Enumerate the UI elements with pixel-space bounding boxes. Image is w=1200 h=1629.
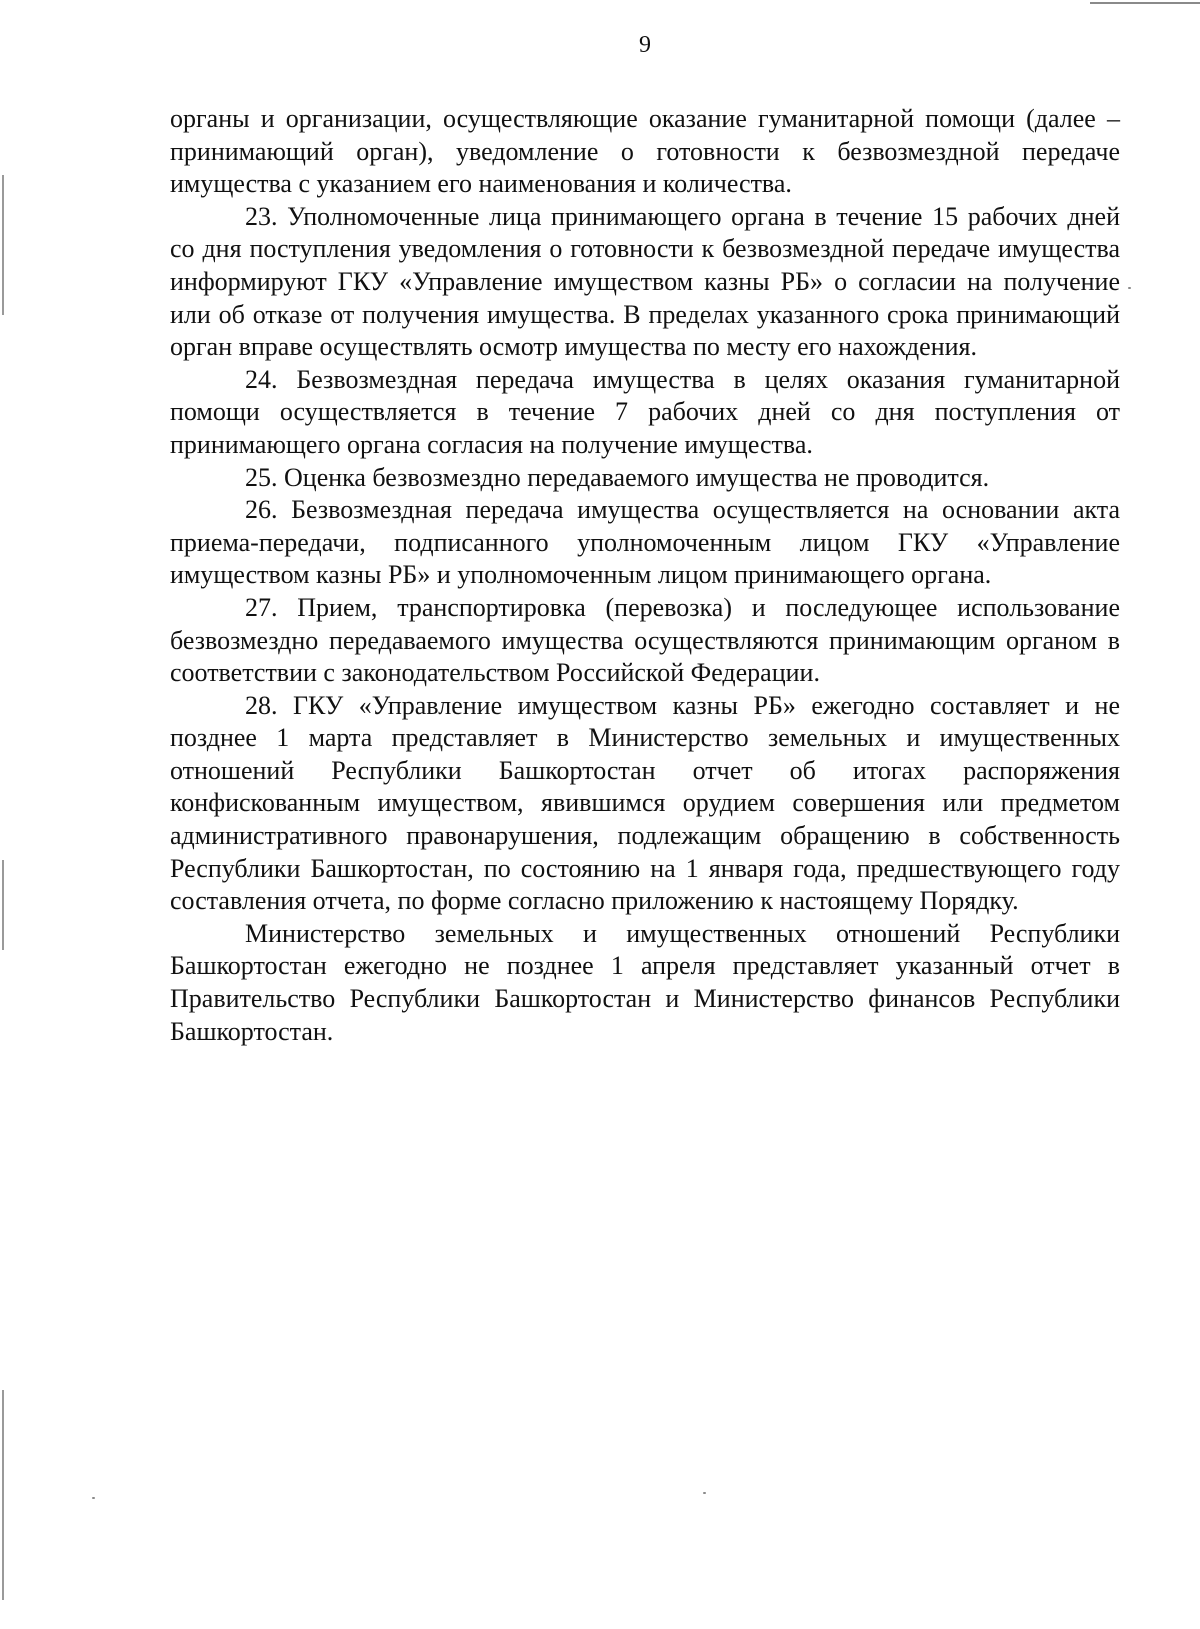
scan-edge-left xyxy=(2,175,4,315)
paragraph-25: 25. Оценка безвозмездно передаваемого имущества не проводится. xyxy=(245,462,990,492)
paragraph-26: 26. Безвозмездная передача имущества осуществляется на основании акта приема-передачи, подписанного уполномоченным лицом ГКУ «Управление имуществом казны РБ» и уполномоченным лицом принимающего органа. xyxy=(170,495,1120,590)
paragraph-continuation: органы и организации, осуществляющие оказание гуманитарной помощи (далее – принимающий орган), уведомление о готовности к безвозмездной передаче имущества с указанием его наименования и количества. xyxy=(170,104,1120,199)
paragraph-28-ministry: Министерство земельных и имущественных отношений Республики Башкортостан ежегодно не позднее 1 апреля представляет указанный отчет в Правительство Республики Башкортостан и Министерство финансов Республики Башкортостан. xyxy=(170,918,1120,1046)
paragraph-23: 23. Уполномоченные лица принимающего органа в течение 15 рабочих дней со дня поступления уведомления о готовности к безвозмездной передаче имущества информируют ГКУ «Управление имуществом казны РБ» о согласии на получение или об отказе от получения имущества. В пределах указанного срока принимающий орган вправе осуществлять осмотр имущества по месту его нахождения. xyxy=(170,201,1120,362)
scan-speck xyxy=(92,1497,95,1499)
paragraph-24: 24. Безвозмездная передача имущества в целях оказания гуманитарной помощи осуществляется в течение 7 рабочих дней со дня поступления от принимающего органа согласия на получение имущества. xyxy=(170,364,1120,459)
scan-edge-left xyxy=(2,860,4,950)
paragraph-27: 27. Прием, транспортировка (перевозка) и последующее использование безвозмездно передаваемого имущества осуществляются принимающим органом в соответствии с законодательством Российской Федерации. xyxy=(170,592,1120,688)
scan-speck xyxy=(703,1492,706,1494)
paragraph-28: 28. ГКУ «Управление имуществом казны РБ» ежегодно составляет и не позднее 1 марта представляет в Министерство земельных и имущественных отношений Республики Башкортостан отчет об итогах распоряжения конфискованным имуществом, явившимся орудием совершения или предметом административного правонарушения, подлежащим обращению в собственность Республики Башкортостан, по состоянию на 1 января года, предшествующего году составления отчета, по форме согласно приложению к настоящему Порядку. xyxy=(170,690,1120,916)
scan-edge-left xyxy=(2,1390,4,1600)
scan-speck xyxy=(1128,287,1131,289)
page-number: 9 xyxy=(639,32,651,58)
document-body xyxy=(170,103,1120,1048)
scan-edge-top xyxy=(1090,2,1200,4)
